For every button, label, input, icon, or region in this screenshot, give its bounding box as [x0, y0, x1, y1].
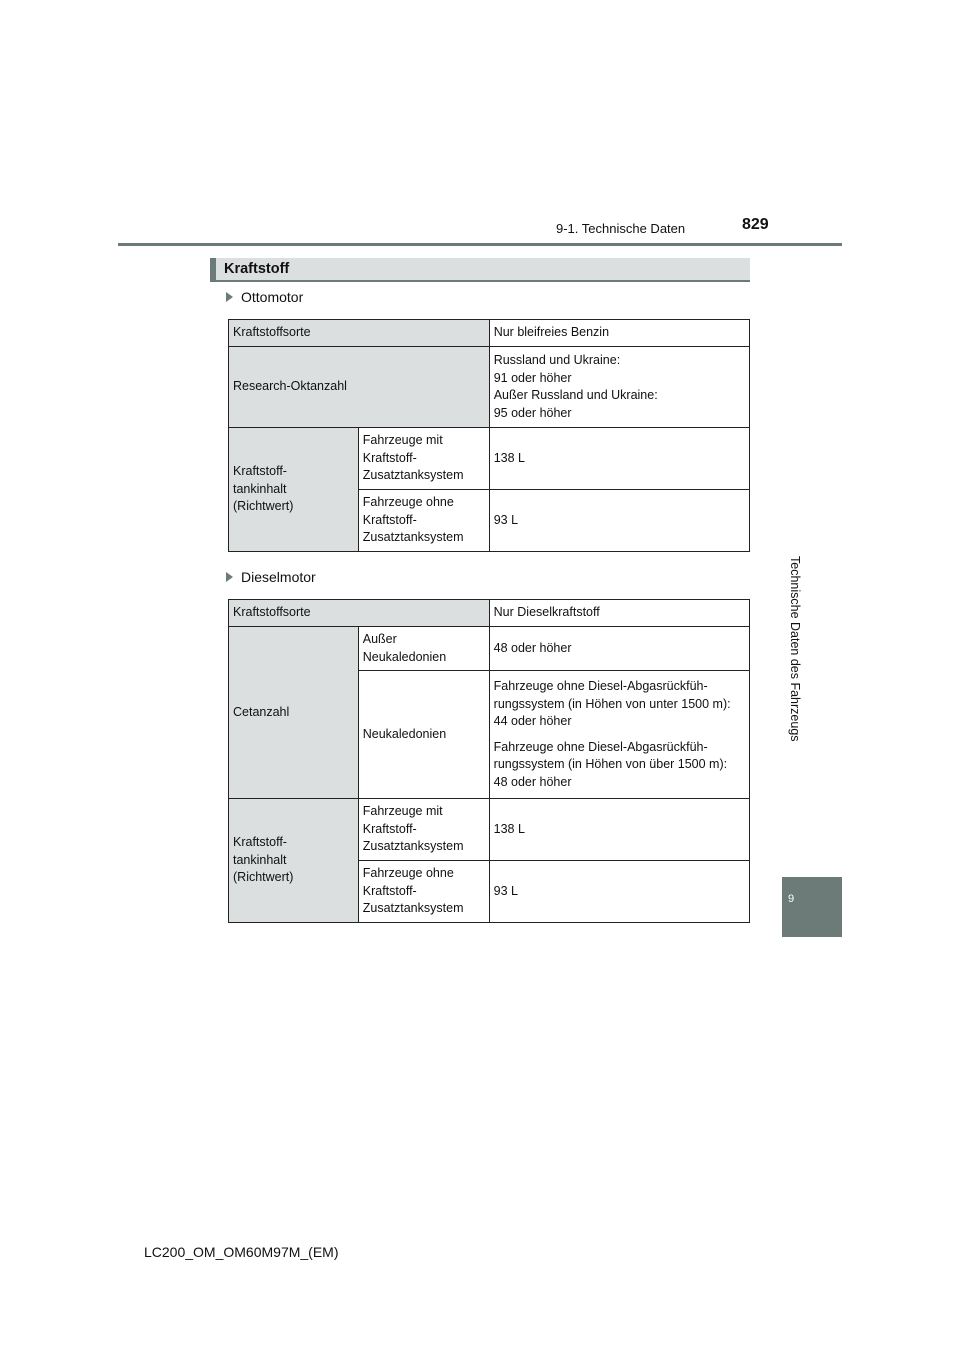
diesel-heading-text: Dieselmotor: [241, 569, 316, 585]
fuel-type-label: Kraftstoffsorte: [229, 320, 490, 347]
fuel-type-label: Kraftstoffsorte: [229, 600, 490, 627]
aux-label-line: Fahrzeuge ohne: [362, 495, 454, 510]
aux-label-line: Fahrzeuge mit: [362, 433, 443, 448]
diesel-subheading: [226, 569, 316, 585]
fuel-type-value: Nur Dieselkraftstoff: [489, 600, 749, 627]
without-aux-tank-value: 93 L: [489, 490, 749, 552]
without-aux-tank-value: 93 L: [489, 861, 749, 923]
tank-capacity-label: [229, 428, 359, 552]
nc-line: rungssystem (in Höhen von über 1500 m):: [493, 757, 728, 771]
cetane-label: Cetanzahl: [229, 627, 359, 799]
tank-label-line: tankinhalt: [233, 852, 287, 867]
aux-label-line: Zusatztanksystem: [362, 468, 464, 483]
nc-line: Fahrzeuge ohne Diesel-Abgasrückfüh-: [493, 679, 708, 693]
tank-label-line: (Richtwert): [233, 870, 294, 885]
diesel-spec-table: [228, 599, 750, 923]
petrol-spec-table: [228, 319, 750, 552]
chapter-number: 9: [788, 893, 795, 905]
octane-line: Außer Russland und Ukraine:: [493, 388, 658, 402]
nc-line: 44 oder höher: [493, 714, 572, 728]
aux-label-line: Fahrzeuge ohne: [362, 866, 454, 881]
header-rule: [118, 243, 842, 246]
with-aux-tank-label: [358, 428, 489, 490]
without-aux-tank-label: [358, 861, 489, 923]
octane-line: 91 oder höher: [493, 370, 572, 385]
octane-label: Research-Oktanzahl: [229, 347, 490, 428]
aux-label-line: Zusatztanksystem: [362, 901, 464, 916]
section-heading: [210, 258, 750, 282]
chapter-side-title: Technische Daten des Fahrzeugs: [788, 556, 802, 742]
table-row: [229, 799, 750, 861]
tank-capacity-label: [229, 799, 359, 923]
page-number: 829: [742, 216, 769, 233]
paragraph-gap: [494, 731, 745, 739]
section-heading-marker: [210, 258, 216, 280]
excl-new-caledonia-value: 48 oder höher: [489, 627, 749, 671]
aux-label-line: Kraftstoff-: [362, 450, 417, 465]
nc-line: rungssystem (in Höhen von unter 1500 m):: [493, 696, 731, 711]
table-row: [229, 600, 750, 627]
octane-line: 95 oder höher: [493, 405, 572, 420]
excl-new-caledonia-label: [358, 627, 489, 671]
table-row: [229, 627, 750, 671]
table-row: [229, 347, 750, 428]
petrol-heading-text: Ottomotor: [241, 289, 304, 305]
with-aux-tank-label: [358, 799, 489, 861]
with-aux-tank-value: 138 L: [489, 799, 749, 861]
tank-label-line: Kraftstoff-: [233, 464, 287, 479]
region-label-line: Neukaledonien: [362, 649, 447, 664]
nc-line: 48 oder höher: [493, 774, 572, 789]
arrow-bullet-icon: [226, 572, 233, 582]
region-label-line: Außer: [362, 632, 397, 646]
table-row: [229, 428, 750, 490]
running-header-section: 9-1. Technische Daten: [556, 221, 686, 236]
table-row: [229, 320, 750, 347]
nc-line: Fahrzeuge ohne Diesel-Abgasrückfüh-: [493, 739, 708, 754]
tank-label-line: Kraftstoff-: [233, 835, 287, 850]
aux-label-line: Kraftstoff-: [362, 821, 417, 836]
arrow-bullet-icon: [226, 292, 233, 302]
chapter-tab: [782, 877, 842, 937]
section-title: Kraftstoff: [224, 261, 290, 277]
aux-label-line: Kraftstoff-: [362, 883, 417, 898]
aux-label-line: Zusatztanksystem: [362, 530, 464, 545]
with-aux-tank-value: 138 L: [489, 428, 749, 490]
octane-value: [489, 347, 749, 428]
new-caledonia-label: Neukaledonien: [358, 671, 489, 799]
without-aux-tank-label: [358, 490, 489, 552]
aux-label-line: Fahrzeuge mit: [362, 804, 443, 819]
new-caledonia-value: [489, 671, 749, 799]
octane-line: Russland und Ukraine:: [493, 353, 621, 367]
document-code-footer: LC200_OM_OM60M97M_(EM): [144, 1244, 339, 1260]
aux-label-line: Kraftstoff-: [362, 512, 417, 527]
tank-label-line: (Richtwert): [233, 499, 294, 514]
petrol-subheading: [226, 289, 303, 305]
fuel-type-value: Nur bleifreies Benzin: [489, 320, 749, 347]
aux-label-line: Zusatztanksystem: [362, 839, 464, 854]
tank-label-line: tankinhalt: [233, 481, 287, 496]
